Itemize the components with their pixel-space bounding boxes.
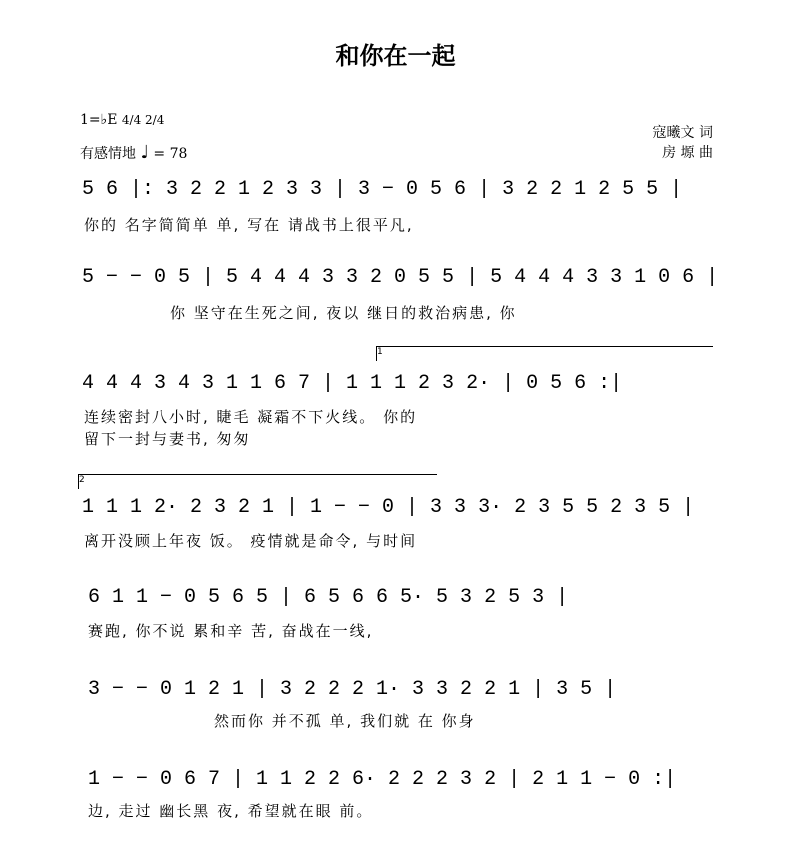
volta-bracket xyxy=(376,346,713,361)
note-group: 5 6 |: 3 2 2 1 2 3 3 | 3 − 0 5 6 | 3 2 2 1 2 5 5 | xyxy=(82,178,683,201)
volta-number: 2 xyxy=(79,475,85,485)
tempo-label: 有感情地 xyxy=(80,146,136,162)
notes-row xyxy=(0,762,791,802)
lyricist-credit: 寇曦文 词 xyxy=(652,125,713,141)
note-group: 5 − − 0 5 | 5 4 4 4 3 3 2 0 5 5 | 5 4 4 4 3 3 1 0 6 | xyxy=(82,266,719,289)
song-title: 和你在一起 xyxy=(335,42,456,70)
lyric-row: 然而你 并不孤 单, 我们就 在 你身 xyxy=(214,712,476,730)
lyric-row: 你的 名字简简单 单, 写在 请战书上很平凡, xyxy=(84,216,414,234)
note-group: 1 1 1 2· 2 3 2 1 | 1 − − 0 | 3 3 3· 2 3 5 5 2 3 5 | xyxy=(82,496,695,519)
volta-bracket xyxy=(78,474,437,489)
lyric-row: 你 坚守在生死之间, 夜以 继日的救治病患, 你 xyxy=(170,304,517,322)
tempo-value: = 78 xyxy=(153,146,188,162)
notes-row xyxy=(0,366,791,406)
lyric-row-2: 留下一封与妻书, 匆匆 xyxy=(84,430,251,448)
note-group: 4 4 4 3 4 3 1 1 6 7 | 1 1 1 2 3 2· | 0 5 6 :| xyxy=(82,372,623,395)
composer-credit: 房 塬 曲 xyxy=(662,145,713,161)
lyric-row: 连续密封八小时, 睫毛 凝霜不下火线。 你的 xyxy=(84,408,418,426)
note-group: 1 − − 0 6 7 | 1 1 2 2 6· 2 2 2 3 2 | 2 1 1 − 0 :| xyxy=(88,768,677,791)
notes-row xyxy=(0,490,791,530)
lyric-row: 赛跑, 你不说 累和辛 苦, 奋战在一线, xyxy=(88,622,374,640)
volta-number: 1 xyxy=(377,347,383,357)
note-group: 3 − − 0 1 2 1 | 3 2 2 2 1· 3 3 2 2 1 | 3 5 | xyxy=(88,678,617,701)
key-signature xyxy=(80,112,164,128)
notes-row xyxy=(0,672,791,712)
time-signature: 4/4 2/4 xyxy=(121,113,165,127)
lyric-row: 边, 走过 幽长黑 夜, 希望就在眼 前。 xyxy=(88,802,374,820)
notes-row xyxy=(0,260,791,300)
note-group: 6 1 1 − 0 5 6 5 | 6 5 6 6 5· 5 3 2 5 3 | xyxy=(88,586,569,609)
quarter-note-icon: ♩ xyxy=(140,142,149,163)
key-text: 1=♭E xyxy=(80,112,118,128)
lyric-row: 离开没顾上年夜 饭。 疫情就是命令, 与时间 xyxy=(84,532,418,550)
tempo-marking xyxy=(80,142,187,163)
notes-row xyxy=(0,172,791,212)
notes-row xyxy=(0,580,791,620)
